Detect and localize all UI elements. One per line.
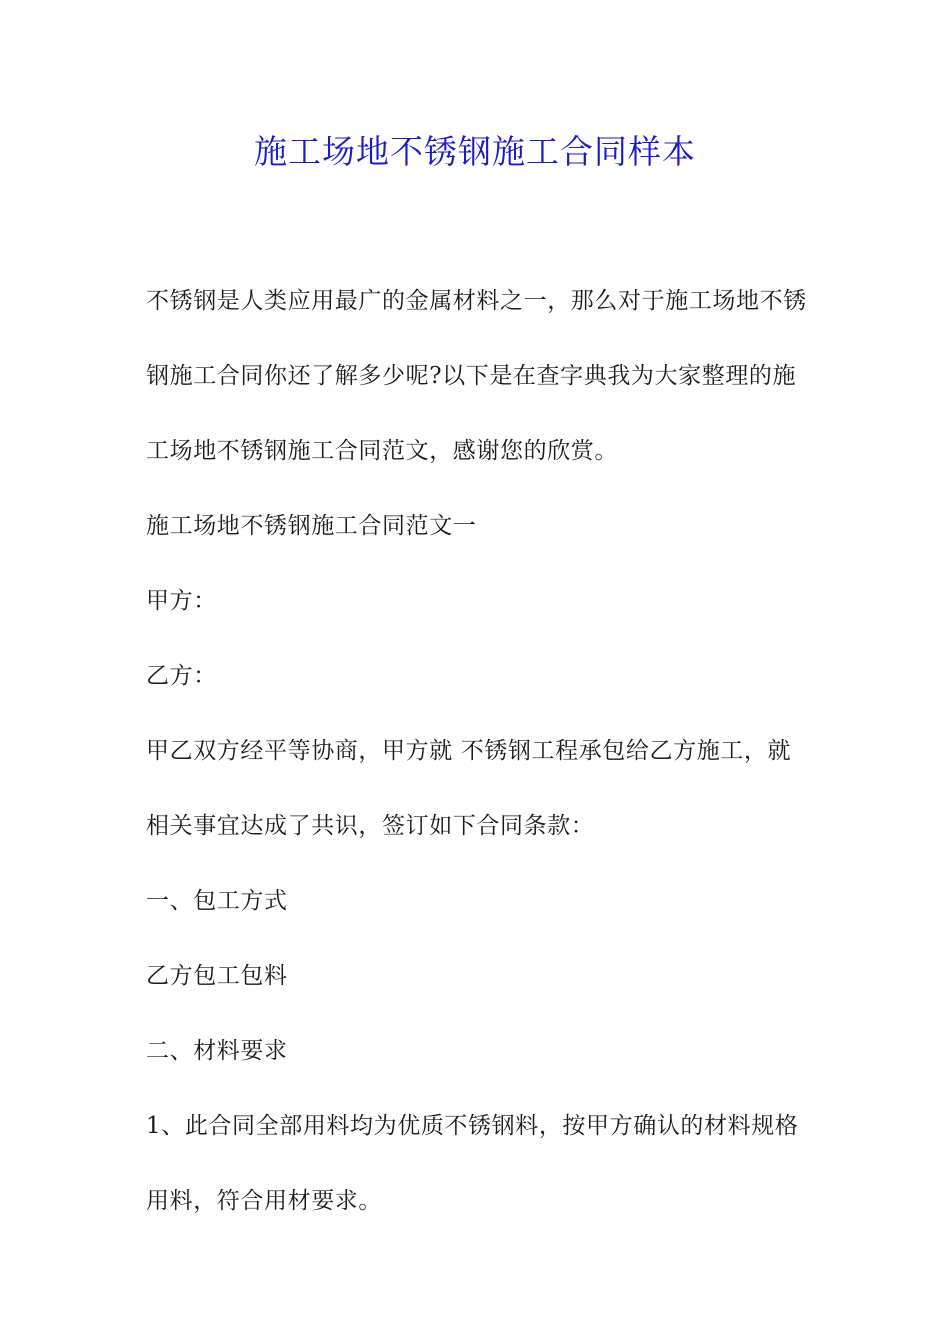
intro-paragraph: 不锈钢是人类应用最广的金属材料之一，那么对于施工场地不锈钢施工合同你还了解多少呢?以下是在查字典我为大家整理的施工场地不锈钢施工合同范文，感谢您的欣赏。 — [146, 288, 807, 464]
clause-text-material-1: 1、此合同全部用料均为优质不锈钢料，按甲方确认的材料规格用料，符合用材要求。 — [146, 1113, 799, 1214]
document-title: 施工场地不锈钢施工合同样本 — [254, 132, 696, 171]
clause-heading-contracting-method: 一、包工方式 — [146, 888, 288, 914]
clause-text-contracting-method: 乙方包工包料 — [146, 963, 288, 989]
party-a-line: 甲方： — [146, 588, 217, 614]
section-heading-sample-one: 施工场地不锈钢施工合同范文一 — [146, 513, 477, 539]
document-body — [146, 264, 810, 1239]
party-b-line: 乙方： — [146, 663, 217, 689]
agreement-paragraph: 甲乙双方经平等协商，甲方就 不锈钢工程承包给乙方施工，就相关事宜达成了共识，签订如下合同条款： — [146, 738, 792, 839]
clause-heading-material-requirements: 二、材料要求 — [146, 1038, 288, 1064]
